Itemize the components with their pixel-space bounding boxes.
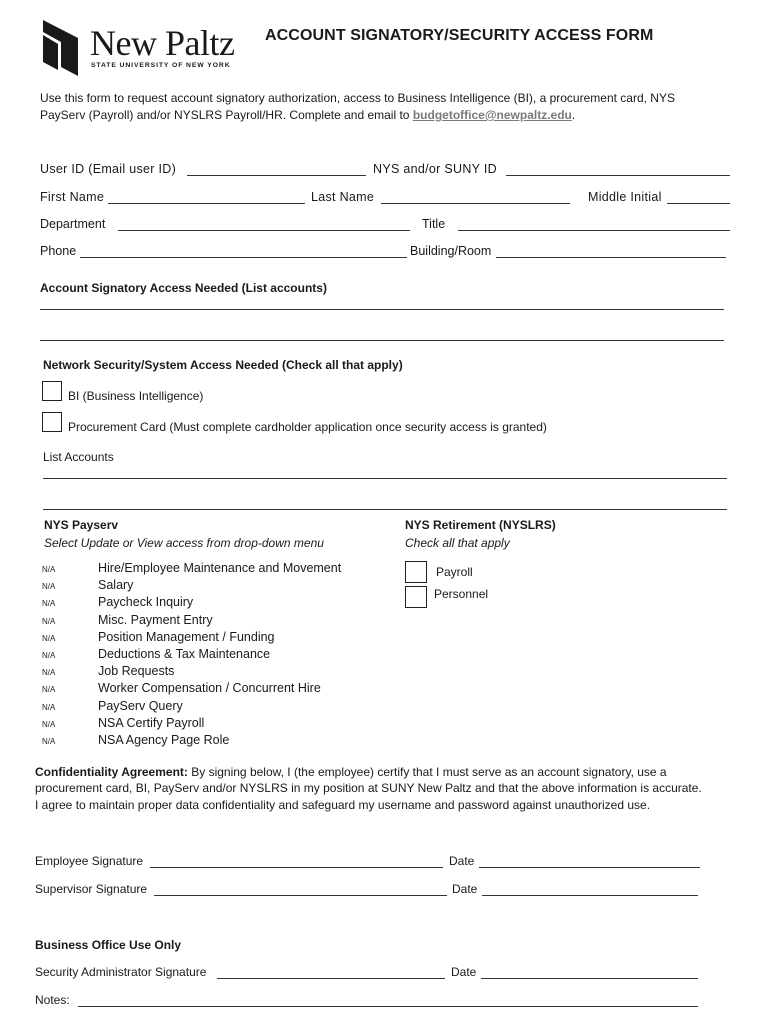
bi-checkbox[interactable] <box>42 381 62 401</box>
logo-subtitle: STATE UNIVERSITY OF NEW YORK <box>91 62 231 69</box>
security-admin-date-label: Date <box>451 965 477 979</box>
notes-label: Notes: <box>35 993 70 1007</box>
confidentiality-label: Confidentiality Agreement: <box>35 765 188 779</box>
security-admin-date-field[interactable] <box>481 978 698 979</box>
nyslrs-heading: NYS Retirement (NYSLRS) <box>405 518 556 532</box>
payserv-access-select[interactable]: N/A <box>42 633 56 643</box>
payroll-checkbox[interactable] <box>405 561 427 583</box>
bi-label: BI (Business Intelligence) <box>68 389 204 403</box>
security-admin-signature-label: Security Administrator Signature <box>35 965 207 979</box>
supervisor-signature-field[interactable] <box>154 895 447 896</box>
payserv-item-label: Job Requests <box>98 664 175 679</box>
account-signatory-line-2[interactable] <box>40 340 724 341</box>
payserv-item-label: Hire/Employee Maintenance and Movement <box>98 561 342 575</box>
supervisor-signature-label: Supervisor Signature <box>35 882 148 896</box>
payserv-access-select[interactable]: N/A <box>42 616 56 626</box>
list-accounts-line-1[interactable] <box>43 478 727 479</box>
phone-field[interactable] <box>80 257 407 258</box>
budget-office-email-link[interactable]: budgetoffice@newpaltz.edu <box>412 108 572 122</box>
logo-wordmark: New Paltz <box>90 23 235 63</box>
employee-date-field[interactable] <box>479 867 700 868</box>
payserv-item-label: Misc. Payment Entry <box>98 612 213 627</box>
supervisor-date-label: Date <box>452 882 478 896</box>
payserv-item-label: PayServ Query <box>98 698 183 713</box>
middle-initial-field[interactable] <box>667 203 730 204</box>
network-security-heading: Network Security/System Access Needed (Check all that apply) <box>43 358 403 372</box>
title-field[interactable] <box>458 230 730 231</box>
employee-signature-label: Employee Signature <box>35 854 144 868</box>
payserv-access-select[interactable]: N/A <box>42 702 56 712</box>
confidentiality-line-2: procurement card, BI, PayServ and/or NYSLRS in my position at SUNY New Paltz and that the above information is accurate. <box>35 781 702 795</box>
payserv-access-select[interactable]: N/A <box>42 565 56 574</box>
list-accounts-line-2[interactable] <box>43 509 727 510</box>
confidentiality-line-3: I agree to maintain proper data confidentiality and safeguard my username and password against unauthorized use. <box>35 798 651 812</box>
notes-field[interactable] <box>78 1006 698 1007</box>
department-label: Department <box>40 217 106 231</box>
procurement-card-checkbox[interactable] <box>42 412 62 432</box>
payserv-access-select[interactable]: N/A <box>42 599 56 609</box>
payserv-heading: NYS Payserv <box>44 518 119 532</box>
payserv-access-select[interactable]: N/A <box>42 651 56 660</box>
payroll-label: Payroll <box>436 565 473 579</box>
last-name-label: Last Name <box>311 190 375 204</box>
payserv-access-select[interactable]: N/A <box>42 685 56 695</box>
payserv-item-label: Position Management / Funding <box>98 629 275 644</box>
confidentiality-text-1: By signing below, I (the employee) certify that I must serve as an account signatory, use a <box>187 765 667 779</box>
supervisor-date-field[interactable] <box>482 895 698 896</box>
payserv-instruction: Select Update or View access from drop-down menu <box>44 536 324 550</box>
intro-line-2 <box>40 108 575 122</box>
payserv-access-select[interactable]: N/A <box>42 668 56 678</box>
payserv-access-select[interactable]: N/A <box>42 719 56 729</box>
security-admin-signature-field[interactable] <box>217 978 445 979</box>
nys-suny-id-field[interactable] <box>506 175 730 176</box>
employee-date-label: Date <box>449 854 475 868</box>
user-id-label: User ID (Email user ID) <box>40 162 177 176</box>
procurement-card-label: Procurement Card (Must complete cardholder application once security access is granted) <box>68 420 547 434</box>
account-signatory-heading: Account Signatory Access Needed (List accounts) <box>40 281 327 295</box>
account-signatory-line-1[interactable] <box>40 309 724 310</box>
first-name-field[interactable] <box>108 203 305 204</box>
employee-signature-field[interactable] <box>150 867 443 868</box>
payserv-item-label: Worker Compensation / Concurrent Hire <box>98 681 321 696</box>
nyslrs-instruction: Check all that apply <box>405 536 510 550</box>
payserv-item-label: Paycheck Inquiry <box>98 595 194 610</box>
confidentiality-line-1 <box>35 765 667 779</box>
phone-label: Phone <box>40 244 77 258</box>
new-paltz-logo-icon <box>41 20 81 76</box>
form-title: ACCOUNT SIGNATORY/SECURITY ACCESS FORM <box>265 27 654 44</box>
intro-line-2-text: PayServ (Payroll) and/or NYSLRS Payroll/HR. Complete and email to <box>40 108 413 122</box>
building-room-field[interactable] <box>496 257 726 258</box>
payserv-access-select[interactable]: N/A <box>42 582 56 592</box>
payserv-item-label: Salary <box>98 578 134 593</box>
intro-line-2-end: . <box>571 108 576 122</box>
business-office-heading: Business Office Use Only <box>35 938 182 952</box>
payserv-item-label: Deductions & Tax Maintenance <box>98 647 271 661</box>
middle-initial-label: Middle Initial <box>588 190 662 204</box>
nys-suny-id-label: NYS and/or SUNY ID <box>373 162 497 176</box>
personnel-checkbox[interactable] <box>405 586 427 608</box>
payserv-item-label: NSA Agency Page Role <box>98 733 230 747</box>
payserv-access-select[interactable]: N/A <box>42 737 56 746</box>
list-accounts-label: List Accounts <box>43 450 114 464</box>
title-label: Title <box>422 217 446 231</box>
personnel-label: Personnel <box>434 587 489 601</box>
first-name-label: First Name <box>40 190 105 204</box>
building-room-label: Building/Room <box>410 244 492 258</box>
payserv-item-label: NSA Certify Payroll <box>98 715 205 730</box>
user-id-field[interactable] <box>187 175 366 176</box>
intro-line-1: Use this form to request account signatory authorization, access to Business Intelligence (BI), a procurement card, NYS <box>40 91 675 105</box>
last-name-field[interactable] <box>381 203 570 204</box>
department-field[interactable] <box>118 230 410 231</box>
